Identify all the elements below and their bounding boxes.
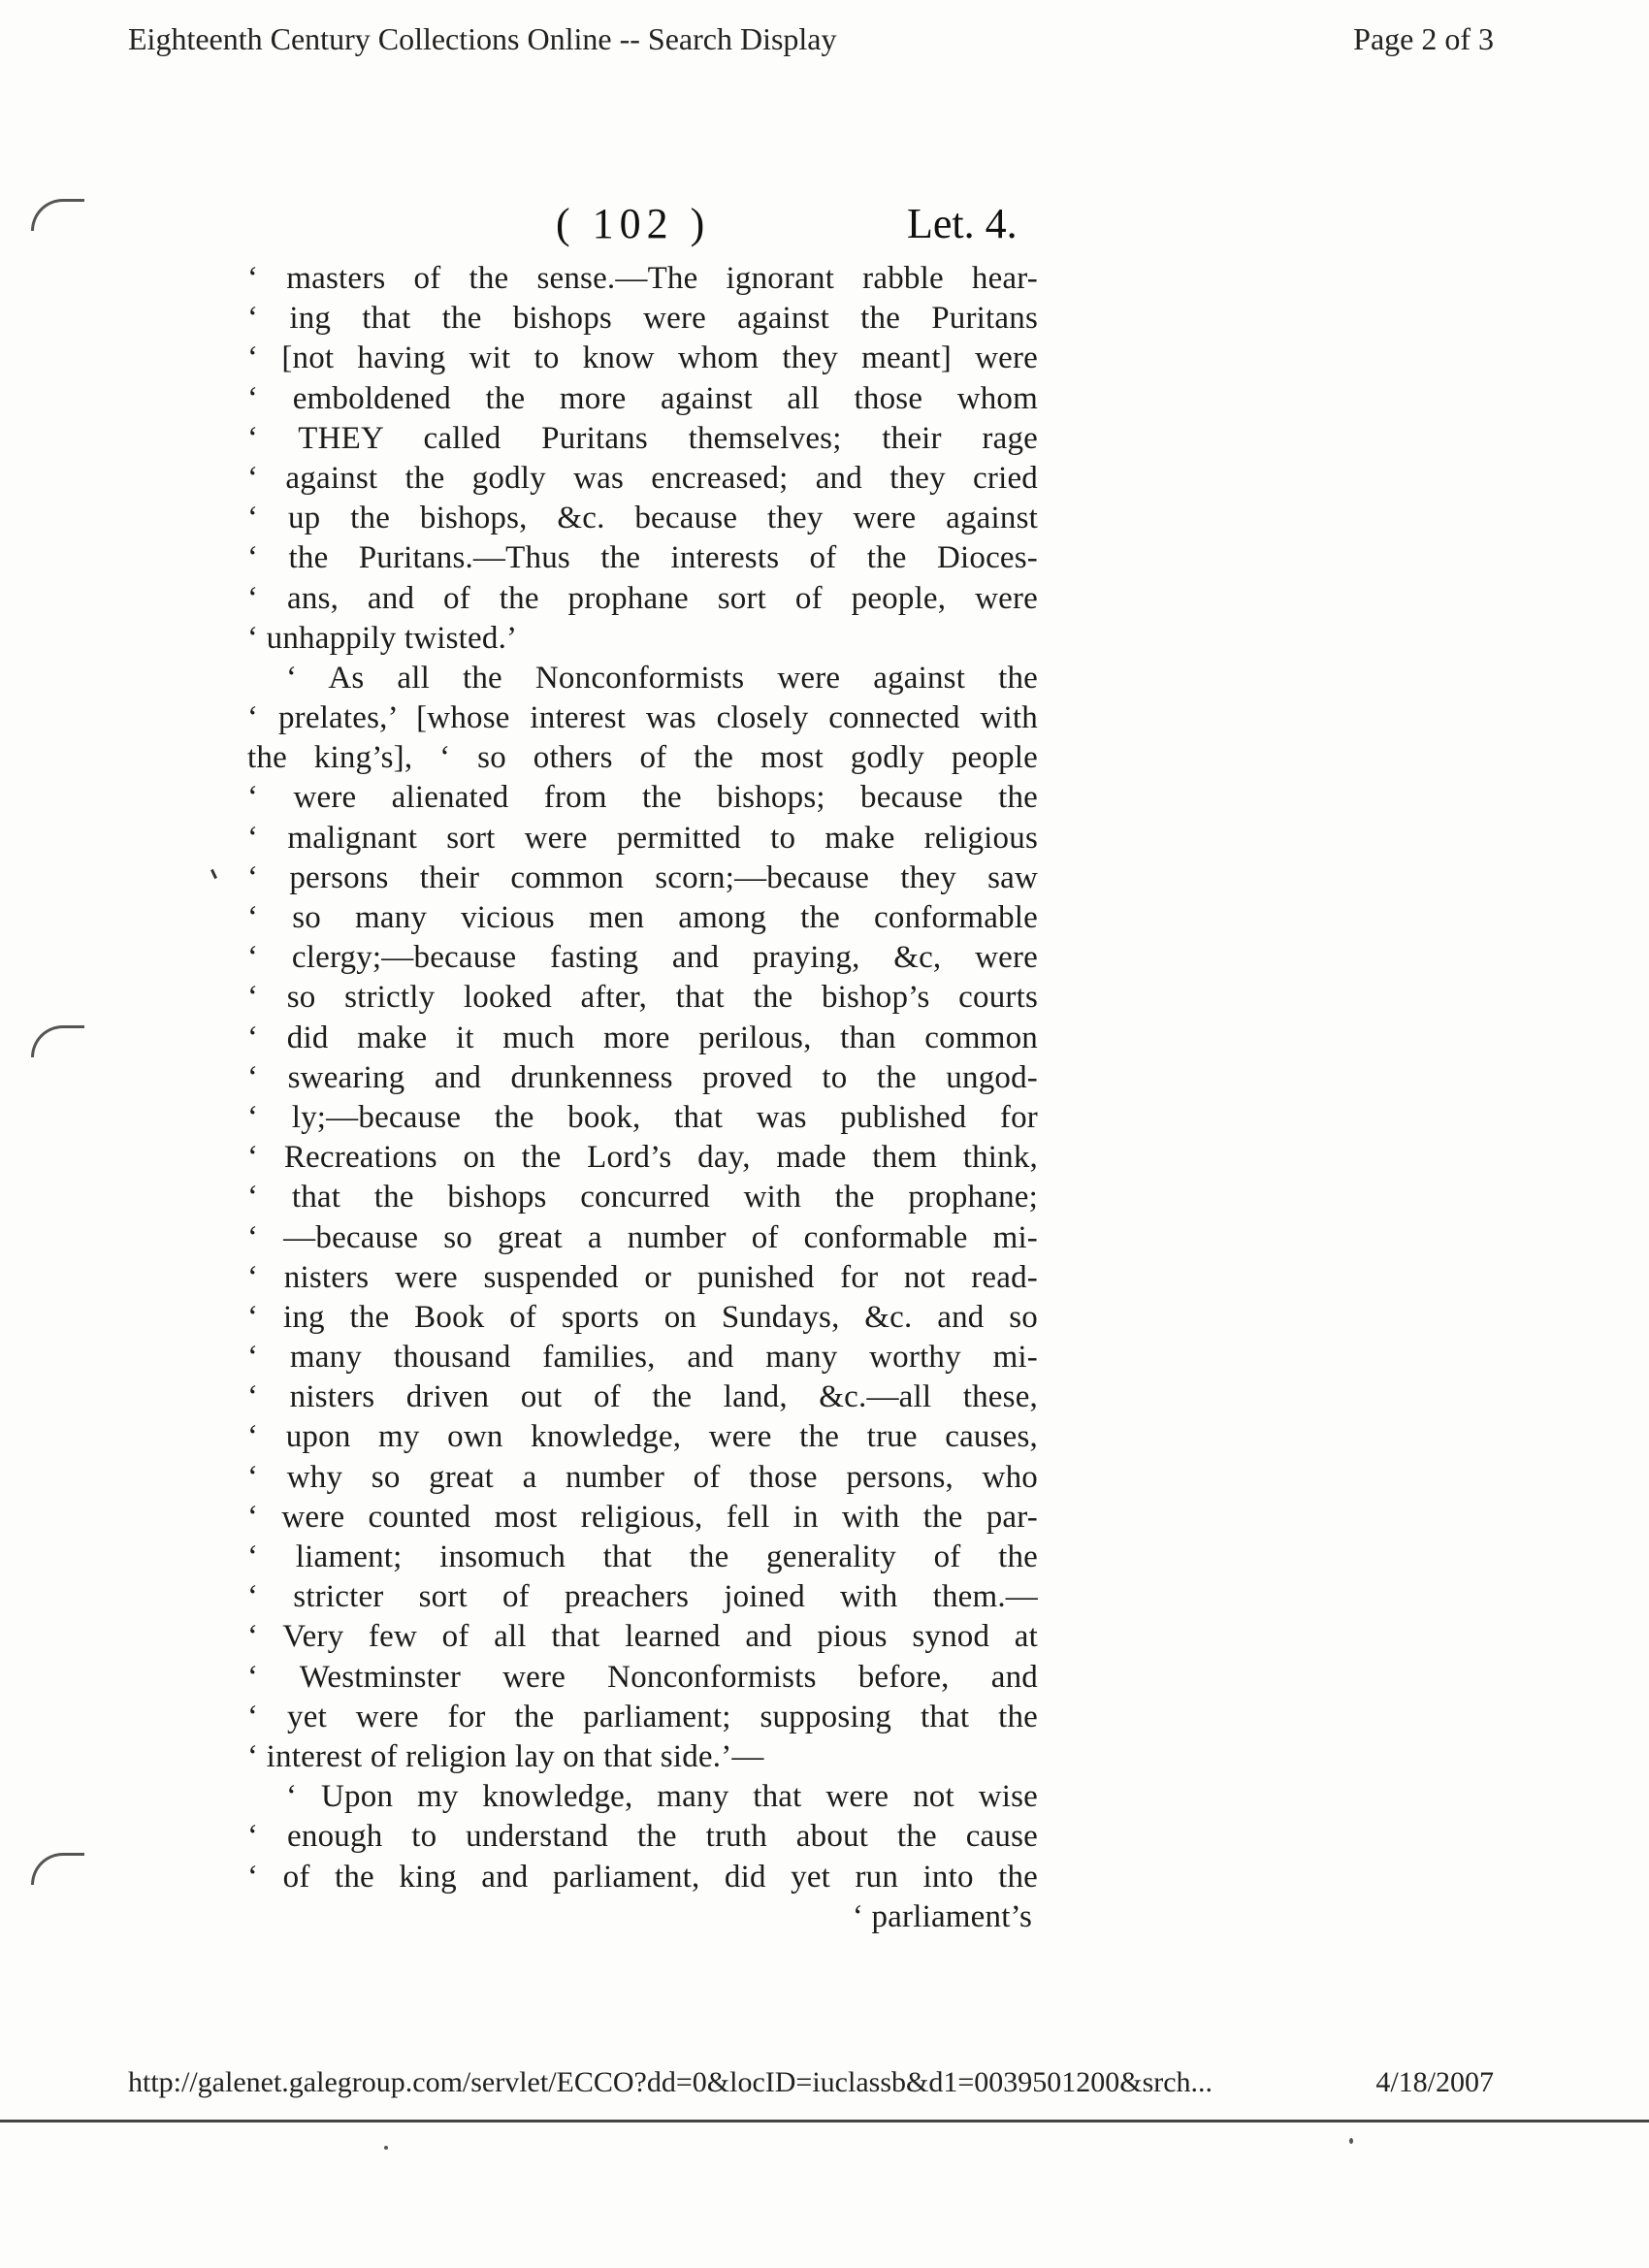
text-line: the king’s], ‘ so others of the most godly people [247, 740, 1038, 776]
text-line: ‘ were alienated from the bishops; because the [247, 780, 1038, 816]
text-line: ‘ THEY called Puritans themselves; their rage [247, 420, 1038, 456]
text-line: ‘ did make it much more perilous, than common [247, 1020, 1038, 1055]
scan-speck [1349, 2138, 1353, 2144]
text-line: ‘ nisters were suspended or punished for not read- [247, 1259, 1038, 1295]
text-line: ‘ many thousand families, and many worthy mi- [247, 1340, 1038, 1376]
source-url: http://galenet.galegroup.com/servlet/ECCO?dd=0&locID=iuclassb&d1=0039501200&srch... [128, 2066, 1213, 2098]
text-line: ‘ the Puritans.—Thus the interests of the Dioces- [247, 540, 1038, 576]
text-line: ‘ Recreations on the Lord’s day, made them think, [247, 1140, 1038, 1176]
text-line: ‘ Very few of all that learned and pious synod at [247, 1619, 1038, 1655]
text-line: ‘ so many vicious men among the conformable [247, 900, 1038, 935]
running-head [247, 199, 1038, 259]
letter-number: Let. 4. [907, 200, 1018, 247]
print-header-title: Eighteenth Century Collections Online -- Search Display [128, 21, 837, 56]
text-line: ‘ malignant sort were permitted to make religious [247, 820, 1038, 856]
text-line: ‘ why so great a number of those persons, who [247, 1459, 1038, 1495]
text-line: ‘ ly;—because the book, that was published for [247, 1099, 1038, 1135]
text-line: ‘ nisters driven out of the land, &c.—all these, [247, 1379, 1038, 1415]
scan-edge-rule [0, 2120, 1649, 2122]
text-line: ‘ interest of religion lay on that side.’— [247, 1738, 764, 1774]
text-line: ‘ —because so great a number of conformable mi- [247, 1219, 1038, 1255]
print-header [128, 21, 1494, 60]
text-line: ‘ ans, and of the prophane sort of people, were [247, 580, 1038, 616]
catchword-line: ‘ parliament’s [852, 1898, 1032, 1934]
text-line: ‘ prelates,’ [whose interest was closely connected with [247, 700, 1038, 736]
text-line: ‘ ing the Book of sports on Sundays, &c. and so [247, 1299, 1038, 1335]
text-line: ‘ masters of the sense.—The ignorant rabble hear- [247, 261, 1038, 296]
print-date: 4/18/2007 [1375, 2066, 1494, 2098]
text-line: ‘ were counted most religious, fell in with the par- [247, 1499, 1038, 1535]
text-line: ‘ so strictly looked after, that the bishop’s courts [247, 980, 1038, 1016]
text-line: ‘ upon my own knowledge, were the true causes, [247, 1419, 1038, 1455]
text-line: ‘ persons their common scorn;—because they saw [247, 859, 1038, 895]
page-number: ( 102 ) [556, 200, 711, 247]
text-line: ‘ yet were for the parliament; supposing that the [247, 1699, 1038, 1734]
text-line: ‘ enough to understand the truth about the cause [247, 1819, 1038, 1855]
text-line: ‘ As all the Nonconformists were against the [286, 660, 1038, 696]
text-line: ‘ [not having wit to know whom they meant] were [247, 340, 1038, 376]
margin-mark [31, 199, 84, 231]
text-line: ‘ up the bishops, &c. because they were against [247, 501, 1038, 536]
text-line: ‘ Upon my knowledge, many that were not wise [286, 1779, 1038, 1815]
text-line: ‘ of the king and parliament, did yet run into the [247, 1859, 1038, 1895]
text-line: ‘ liament; insomuch that the generality of the [247, 1539, 1038, 1574]
text-line: ‘ against the godly was encreased; and they cried [247, 460, 1038, 496]
text-line: ‘ unhappily twisted.’ [247, 620, 518, 656]
text-line: ‘ Westminster were Nonconformists before, and [247, 1659, 1038, 1695]
margin-mark [31, 1853, 84, 1885]
margin-mark [31, 1025, 84, 1057]
text-line: ‘ emboldened the more against all those whom [247, 380, 1038, 416]
text-line: ‘ swearing and drunkenness proved to the ungod- [247, 1059, 1038, 1095]
print-header-page-count: Page 2 of 3 [1353, 21, 1494, 56]
text-line: ‘ clergy;—because fasting and praying, &c, were [247, 940, 1038, 976]
stray-mark [210, 869, 217, 879]
text-line: ‘ that the bishops concurred with the prophane; [247, 1180, 1038, 1215]
text-line: ‘ stricter sort of preachers joined with them.— [247, 1579, 1038, 1615]
print-footer [128, 2066, 1494, 2105]
body-text [247, 259, 1038, 1937]
text-line: ‘ ing that the bishops were against the Puritans [247, 301, 1038, 337]
scan-speck [384, 2146, 388, 2150]
book-page [247, 199, 1038, 1937]
